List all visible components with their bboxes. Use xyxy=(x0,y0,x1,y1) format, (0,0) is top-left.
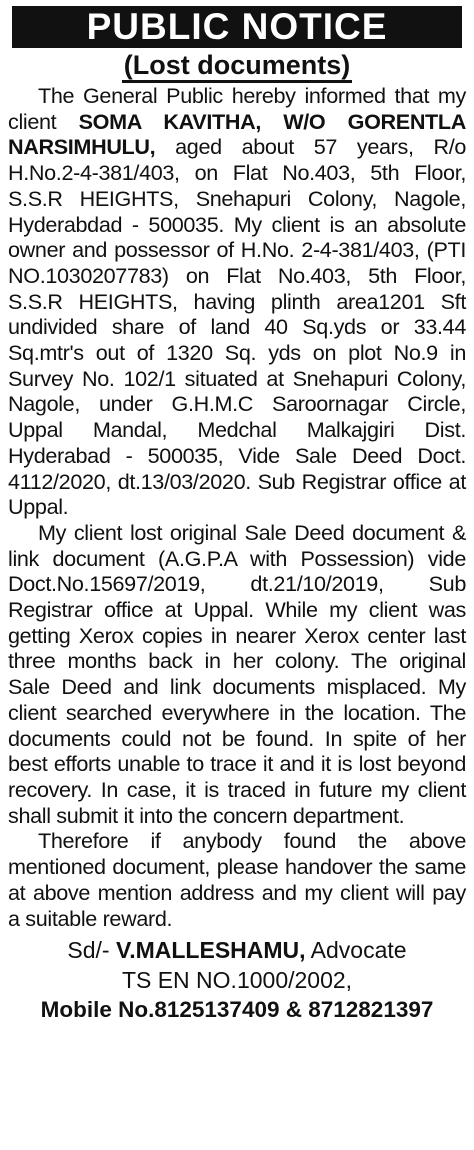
client-name: SOMA KAVITHA, W/O GORENTLA NARSIMHULU, xyxy=(8,108,466,160)
paragraph-1-rest: aged about 57 years, R/o H.No.2-4-381/403, on Flat No.403, 5th Floor, S.S.R HEIGHTS, Snehapuri Colony, Nagole, Hyderabdad - 500035. My client is an absolute owner and possessor of H.No. 2-4-381/403, (PTI NO.1030207783) on Flat No.403, 5th Floor, S.S.R HEIGHTS, having plinth area1201 Sft undivided share of land 40 Sq.yds or 33.44 Sq.mtr's out of 1320 Sq. yds on plot No.9 in Survey No. 102/1 situated at Snehapuri Colony, Nagole, under G.H.M.C Saroornagar Circle, Uppal Mandal, Medchal Malkajgiri Dist. Hyderabad - 500035, Vide Sale Deed Doct. 4112/2020, dt.13/03/2020. Sub Registrar office at Uppal. xyxy=(8,134,466,520)
advocate-role: Advocate xyxy=(305,937,407,964)
paragraph-3: Therefore if anybody found the above mentioned document, please handover the same at above mention address and my client will pay a suitable reward. xyxy=(8,828,466,931)
notice-subtitle-text: (Lost documents) xyxy=(122,50,353,83)
notice-body xyxy=(8,83,466,931)
paragraph-1-intro: The General Public hereby informed that my client xyxy=(8,83,466,134)
mobile-numbers: Mobile No.8125137409 & 8712821397 xyxy=(40,997,434,1023)
signature-block xyxy=(8,935,466,1025)
public-notice xyxy=(8,6,466,1144)
signature-line xyxy=(8,935,466,965)
advocate-name: V.MALLESHAMU, xyxy=(115,937,306,964)
paragraph-2: My client lost original Sale Deed document & link document (A.G.P.A with Possession) vide Doct.No.15697/2019, dt.21/10/2019, Sub Registrar office at Uppal. While my client was getting Xerox copies in nearer Xerox center last three months back in her colony. The original Sale Deed and link documents misplaced. My client searched everywhere in the location. The documents could not be found. In spite of her best efforts unable to trace it and it is lost beyond recovery. In case, it is traced in future my client shall submit it into the concern department. xyxy=(8,519,466,828)
paragraph-1 xyxy=(8,83,466,520)
notice-subtitle xyxy=(8,50,466,80)
signature-prefix: Sd/- xyxy=(67,937,116,964)
enrollment-number: TS EN NO.1000/2002, xyxy=(121,967,353,994)
notice-title: PUBLIC NOTICE xyxy=(12,6,462,48)
